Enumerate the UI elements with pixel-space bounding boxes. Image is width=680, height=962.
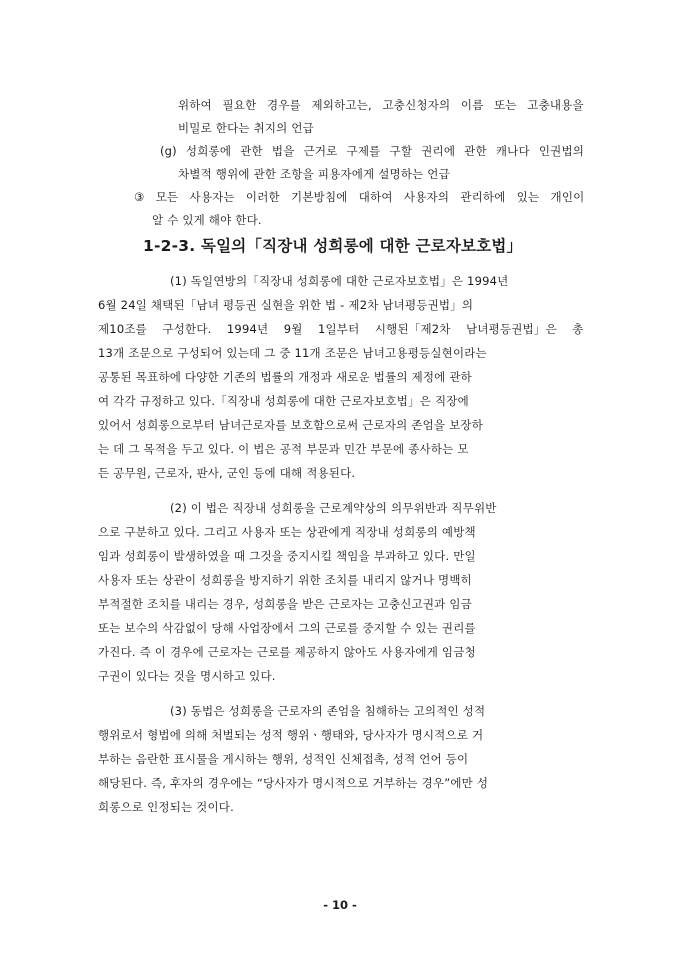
para2-line-3: 임과 성희롱이 발생하였을 때 그것을 중지시킬 책임을 부과하고 있다. 만일 xyxy=(98,549,476,563)
para2-line-7: 가진다. 즉 이 경우에 근로자는 근로를 제공하지 않아도 사용자에게 임금청 xyxy=(98,645,476,659)
para1-line-7: 있어서 성희롱으로부터 남녀근로자를 보호함으로써 근로자의 존엄을 보장하 xyxy=(98,418,484,432)
para1-line-3: 제10조를 구성한다. 1994년 9월 1일부터 시행된「제2차 남녀평등권법」은 총 xyxy=(98,322,584,336)
para2-line-8: 구권이 있다는 것을 명시하고 있다. xyxy=(98,669,276,683)
para3-line-5: 희롱으로 인정되는 것이다. xyxy=(98,800,234,814)
intro-line-1: 위하여 필요한 경우를 제외하고는, 고충신청자의 이름 또는 고충내용을 xyxy=(178,98,584,112)
section-heading: 1-2-3. 독일의「직장내 성희롱에 대한 근로자보호법」 xyxy=(143,237,523,255)
para1-line-2: 6월 24일 채택된「남녀 평등권 실현을 위한 법 - 제2차 남녀평등권법」의 xyxy=(98,298,474,312)
para1-line-9: 든 공무원, 근로자, 판사, 군인 등에 대해 적용된다. xyxy=(98,466,356,480)
para2-line-1: (2) 이 법은 직장내 성희롱을 근로계약상의 의무위반과 직무위반 xyxy=(170,501,497,515)
para2-line-2: 으로 구분하고 있다. 그리고 사용자 또는 상관에게 직장내 성희롱의 예방책 xyxy=(98,525,476,539)
intro-item-3-cont: 알 수 있게 해야 한다. xyxy=(152,213,262,227)
intro-line-2: 비밀로 한다는 취지의 언급 xyxy=(178,121,314,135)
intro-item-3: ③ 모든 사용자는 이러한 기본방침에 대하여 사용자의 관리하에 있는 개인이 xyxy=(134,190,585,204)
para1-line-8: 는 데 그 목적을 두고 있다. 이 법은 공적 부문과 민간 부문에 종사하는 모 xyxy=(98,442,469,456)
para3-line-3: 부하는 음란한 표시물을 게시하는 행위, 성적인 신체접촉, 성적 언어 등이 xyxy=(98,752,469,766)
para3-line-4: 해당된다. 즉, 후자의 경우에는 “당사자가 명시적으로 거부하는 경우”에만 성 xyxy=(98,776,489,790)
para3-line-1: (3) 동법은 성희롱을 근로자의 존엄을 침해하는 고의적인 성적 xyxy=(170,704,486,718)
intro-item-g-cont: 차별적 행위에 관한 조항을 피용자에게 설명하는 언급 xyxy=(178,167,450,181)
para1-line-5: 공통된 목표하에 다양한 기존의 법률의 개정과 새로운 법률의 제정에 관하 xyxy=(98,370,472,384)
para1-line-1: (1) 독일연방의「직장내 성희롱에 대한 근로자보호법」은 1994년 xyxy=(170,274,509,288)
intro-item-g: (g) 성희롱에 관한 법을 근거로 구제를 구할 권리에 관한 캐나다 인권법의 xyxy=(160,144,585,158)
para1-line-4: 13개 조문으로 구성되어 있는데 그 중 11개 조문은 남녀고용평등실현이라는 xyxy=(98,346,487,360)
para2-line-5: 부적절한 조치를 내리는 경우, 성희롱을 받은 근로자는 고충신고권과 임금 xyxy=(98,597,472,611)
page-number: - 10 - xyxy=(323,898,357,912)
para1-line-6: 여 각각 규정하고 있다.「직장내 성희롱에 대한 근로자보호법」은 직장에 xyxy=(98,394,469,408)
para3-line-2: 행위로서 형법에 의해 처벌되는 성적 행위ㆍ행태와, 당사자가 명시적으로 거 xyxy=(98,728,484,742)
para2-line-4: 사용자 또는 상관이 성희롱을 방지하기 위한 조치를 내리지 않거나 명백히 xyxy=(98,573,472,587)
para2-line-6: 또는 보수의 삭감없이 당해 사업장에서 그의 근로를 중지할 수 있는 권리를 xyxy=(98,621,476,635)
